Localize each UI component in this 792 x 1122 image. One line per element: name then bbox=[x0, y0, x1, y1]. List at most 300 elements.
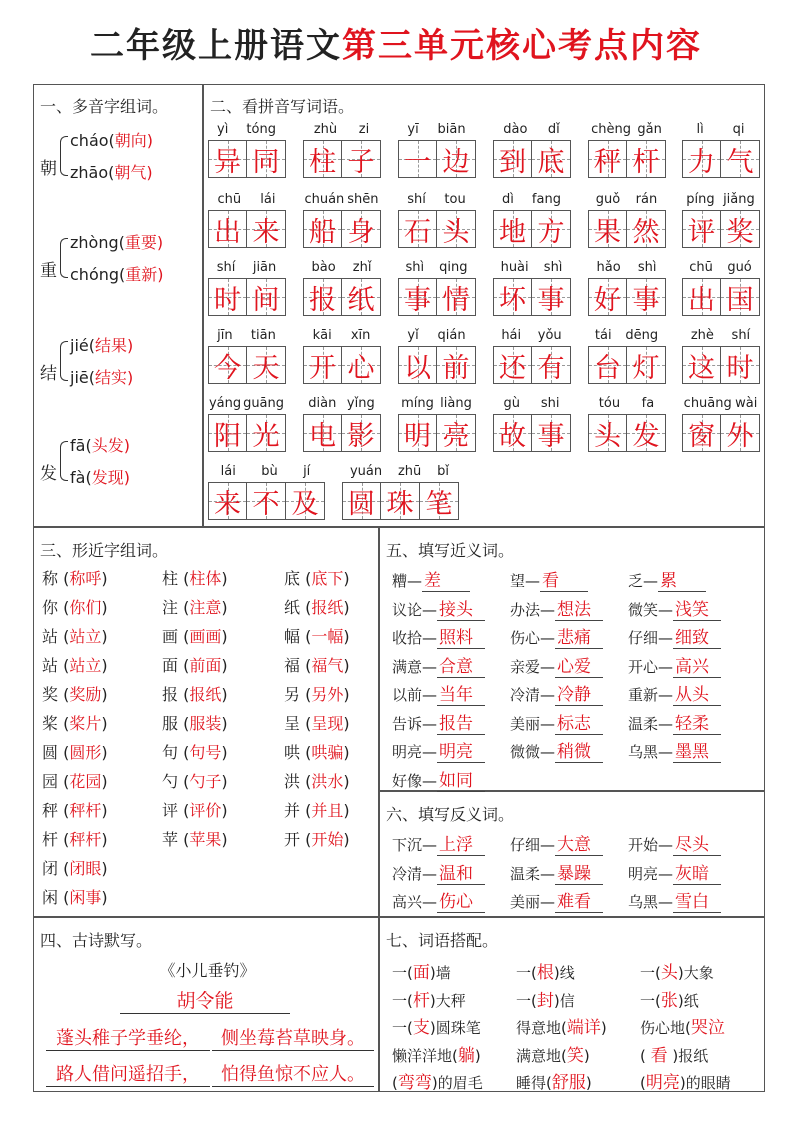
word-pair bbox=[392, 766, 485, 792]
char-cell bbox=[247, 482, 286, 520]
answer-char: 光 bbox=[252, 420, 280, 452]
section5-heading: 五、填写近义词。 bbox=[386, 541, 515, 560]
answer-char: 开 bbox=[309, 352, 336, 384]
char-cell bbox=[721, 346, 760, 384]
word-pair bbox=[510, 887, 603, 913]
suffix: )大象 bbox=[677, 964, 714, 982]
answer-word: 画画 bbox=[189, 627, 222, 646]
prompt-word: 美丽— bbox=[510, 714, 556, 733]
word-pair bbox=[628, 859, 721, 885]
pinyin-syllable: míng bbox=[401, 396, 434, 411]
pinyin-row bbox=[588, 328, 665, 343]
prompt-word: 仔细— bbox=[510, 836, 556, 854]
answer-char: 出 bbox=[688, 284, 715, 316]
answer-word: 悲痛 bbox=[555, 623, 603, 649]
pinyin-syllable: huài bbox=[500, 260, 529, 275]
pinyin-syllable: guó bbox=[727, 260, 752, 275]
pinyin-word bbox=[682, 328, 759, 386]
char-cell bbox=[682, 210, 721, 248]
answer-char: 力 bbox=[688, 146, 715, 178]
answer-word: 如同 bbox=[437, 766, 485, 792]
paren: ) bbox=[221, 743, 228, 762]
paren: ) bbox=[123, 468, 130, 487]
pinyin-syllable: chuán bbox=[304, 192, 345, 207]
phrase-match-item bbox=[640, 986, 699, 1011]
word-pair bbox=[392, 709, 485, 735]
char-cell bbox=[588, 210, 627, 248]
phrase-match-item bbox=[516, 1013, 607, 1038]
answer-word: 洪水 bbox=[311, 772, 344, 791]
pinyin-row bbox=[682, 396, 759, 411]
pinyin-row bbox=[588, 260, 665, 275]
answer-word: 圆形 bbox=[69, 743, 102, 762]
pinyin: chóng( bbox=[70, 265, 126, 284]
answer-word: 当年 bbox=[437, 680, 485, 706]
pinyin-row bbox=[682, 260, 759, 275]
similar-char-item bbox=[42, 682, 108, 705]
answer-word: 大意 bbox=[555, 830, 603, 856]
answer-char: 台 bbox=[594, 352, 621, 384]
prompt-word: 重新— bbox=[628, 686, 674, 704]
suffix: ) bbox=[583, 1046, 590, 1065]
answer-char: 异 bbox=[214, 146, 241, 178]
suffix: )墙 bbox=[429, 964, 451, 982]
prompt-word: 办法— bbox=[510, 600, 556, 619]
pinyin-row bbox=[493, 192, 570, 207]
char-boxes bbox=[208, 414, 286, 452]
char-boxes bbox=[398, 140, 476, 178]
pinyin-syllable: yǒu bbox=[537, 328, 562, 343]
char-cell bbox=[532, 414, 571, 452]
pinyin-row bbox=[398, 396, 475, 411]
similar-char-item bbox=[162, 769, 228, 792]
pinyin-word bbox=[493, 122, 570, 180]
prompt-word: 乌黑— bbox=[628, 893, 674, 911]
pinyin-syllable: xīn bbox=[350, 328, 371, 343]
word-pair bbox=[510, 652, 603, 678]
prompt-word: 望— bbox=[510, 572, 541, 590]
answer-word: 弯弯 bbox=[397, 1073, 432, 1093]
answer-char: 情 bbox=[442, 284, 470, 316]
similar-char-item bbox=[162, 595, 228, 618]
char-cell bbox=[342, 278, 381, 316]
char-cell bbox=[398, 210, 437, 248]
answer-word: 朝向 bbox=[114, 131, 147, 150]
prompt-word: 冷清— bbox=[392, 864, 438, 883]
answer-word: 难看 bbox=[555, 887, 603, 913]
polyphonic-char: 朝 bbox=[40, 159, 57, 179]
base-char: 底 ( bbox=[284, 569, 312, 588]
base-char: 纸 ( bbox=[284, 598, 312, 617]
char-cell bbox=[398, 140, 437, 178]
prompt-word: 乏— bbox=[628, 572, 659, 590]
char-cell bbox=[588, 278, 627, 316]
pinyin-syllable: rán bbox=[635, 192, 658, 207]
word-pair bbox=[392, 887, 485, 913]
reading-line bbox=[70, 465, 130, 488]
suffix: )的眼睛 bbox=[679, 1074, 731, 1092]
answer-char: 事 bbox=[404, 284, 431, 316]
phrase-match-item bbox=[392, 1041, 481, 1066]
paren: ) bbox=[101, 772, 108, 791]
paren: ) bbox=[101, 830, 108, 849]
word-pair bbox=[392, 680, 485, 706]
base-char: 句 ( bbox=[162, 743, 190, 762]
polyphonic-item bbox=[40, 333, 200, 393]
paren: ) bbox=[343, 598, 350, 617]
answer-char: 有 bbox=[537, 352, 565, 384]
answer-word: 温和 bbox=[437, 859, 485, 885]
answer-word: 浅笑 bbox=[673, 595, 721, 621]
reading-line bbox=[70, 160, 153, 183]
pinyin-syllable: yáng bbox=[208, 396, 242, 411]
answer-char: 时 bbox=[726, 352, 754, 384]
answer-word: 奖励 bbox=[69, 685, 102, 704]
similar-char-item bbox=[42, 653, 108, 676]
similar-char-item bbox=[284, 566, 350, 589]
phrase-match-item bbox=[640, 1068, 731, 1093]
pinyin-syllable: qián bbox=[437, 328, 466, 343]
phrase-match-item bbox=[392, 1068, 483, 1093]
paren: ) bbox=[146, 131, 154, 150]
similar-char-item bbox=[162, 740, 228, 763]
prefix: 一( bbox=[392, 991, 413, 1010]
pinyin-row bbox=[303, 122, 380, 137]
suffix: )信 bbox=[553, 991, 575, 1010]
pinyin-syllable: zhù bbox=[313, 122, 338, 137]
pinyin-row bbox=[208, 192, 285, 207]
answer-word: 明亮 bbox=[437, 737, 485, 763]
char-cell bbox=[381, 482, 420, 520]
char-boxes bbox=[303, 278, 381, 316]
paren: ) bbox=[343, 801, 350, 820]
answer-word: 标志 bbox=[555, 709, 603, 735]
pinyin-word bbox=[493, 396, 570, 454]
pinyin-syllable: tóu bbox=[598, 396, 621, 411]
prefix: 一( bbox=[516, 964, 537, 982]
answer-word: 一幅 bbox=[311, 627, 344, 646]
char-cell bbox=[627, 346, 666, 384]
pinyin-syllable: lái bbox=[220, 464, 236, 479]
char-cell bbox=[627, 210, 666, 248]
paren: ) bbox=[101, 656, 108, 675]
similar-char-item bbox=[284, 769, 350, 792]
answer-word: 底下 bbox=[311, 569, 344, 588]
char-boxes bbox=[208, 210, 286, 248]
pinyin-row bbox=[398, 328, 475, 343]
answer-char: 气 bbox=[726, 146, 754, 178]
pinyin-word bbox=[588, 328, 665, 386]
char-boxes bbox=[682, 210, 760, 248]
brace-icon bbox=[60, 238, 68, 278]
char-cell bbox=[721, 140, 760, 178]
pinyin-syllable: hái bbox=[501, 328, 522, 343]
word-pair bbox=[628, 595, 721, 621]
pinyin-syllable: shì bbox=[637, 260, 657, 275]
pinyin-row bbox=[303, 396, 380, 411]
answer-char: 奖 bbox=[726, 216, 754, 248]
pinyin-row bbox=[208, 260, 285, 275]
pinyin-word bbox=[303, 396, 380, 454]
base-char: 闭 ( bbox=[42, 859, 70, 878]
phrase-match-item bbox=[516, 986, 575, 1011]
char-cell bbox=[247, 140, 286, 178]
pinyin-syllable: chū bbox=[217, 192, 242, 207]
char-cell bbox=[208, 278, 247, 316]
answer-char: 心 bbox=[347, 352, 375, 384]
pinyin-syllable: bào bbox=[311, 260, 336, 275]
poem-author: 胡令能 bbox=[120, 986, 290, 1014]
char-boxes bbox=[208, 482, 325, 520]
pinyin: fà( bbox=[70, 468, 92, 487]
char-boxes bbox=[493, 278, 571, 316]
char-boxes bbox=[208, 346, 286, 384]
answer-word: 根 bbox=[536, 963, 554, 983]
answer-word: 差 bbox=[422, 566, 470, 592]
phrase-match-item bbox=[392, 958, 451, 983]
answer-word: 明亮 bbox=[645, 1073, 680, 1093]
word-pair bbox=[392, 737, 485, 763]
char-cell bbox=[303, 346, 342, 384]
answer-word: 舒服 bbox=[551, 1073, 586, 1093]
answer-char: 今 bbox=[214, 352, 241, 384]
word-pair bbox=[392, 623, 485, 649]
pinyin-word bbox=[493, 260, 570, 318]
char-cell bbox=[247, 210, 286, 248]
char-boxes bbox=[588, 278, 666, 316]
answer-word: 封 bbox=[536, 990, 554, 1011]
char-cell bbox=[398, 346, 437, 384]
suffix: )圆珠笔 bbox=[429, 1019, 481, 1037]
char-cell bbox=[247, 346, 286, 384]
prompt-word: 开心— bbox=[628, 657, 674, 676]
pinyin-row bbox=[493, 260, 570, 275]
suffix: )大秤 bbox=[429, 991, 466, 1010]
title-part1: 二年级上册语文 bbox=[90, 25, 342, 66]
pinyin-row bbox=[303, 328, 380, 343]
prompt-word: 下沉— bbox=[392, 836, 438, 854]
pinyin-syllable: gǎn bbox=[637, 122, 662, 137]
prompt-word: 仔细— bbox=[628, 629, 674, 647]
char-cell bbox=[303, 140, 342, 178]
similar-char-item bbox=[42, 624, 108, 647]
page-title bbox=[40, 14, 752, 70]
pinyin-syllable: liàng bbox=[440, 396, 472, 411]
paren: ) bbox=[146, 163, 153, 182]
word-pair bbox=[510, 830, 603, 856]
answer-word: 开始 bbox=[311, 830, 344, 849]
char-cell bbox=[437, 414, 476, 452]
pinyin-word bbox=[493, 328, 570, 386]
prompt-word: 明亮— bbox=[628, 864, 674, 883]
brace-icon bbox=[60, 341, 68, 381]
answer-word: 站立 bbox=[69, 627, 102, 646]
pinyin-syllable: jiān bbox=[252, 260, 277, 275]
answer-word: 服装 bbox=[189, 714, 222, 733]
pinyin-syllable: tiān bbox=[250, 328, 276, 343]
section7-heading: 七、词语搭配。 bbox=[386, 931, 499, 950]
suffix: ) bbox=[585, 1074, 592, 1092]
answer-char: 国 bbox=[726, 284, 754, 316]
char-cell bbox=[342, 210, 381, 248]
answer-char: 地 bbox=[499, 216, 526, 248]
char-cell bbox=[493, 140, 532, 178]
answer-word: 照料 bbox=[437, 623, 485, 649]
paren: ) bbox=[157, 265, 164, 284]
pinyin-syllable: yǐng bbox=[346, 396, 375, 411]
answer-char: 这 bbox=[688, 352, 715, 384]
base-char: 画 ( bbox=[162, 627, 190, 646]
pinyin-syllable: fang bbox=[531, 192, 561, 207]
answer-word: 报纸 bbox=[189, 685, 222, 704]
word-pair bbox=[392, 830, 485, 856]
answer-word: 句号 bbox=[189, 743, 222, 762]
answer-word: 称呼 bbox=[69, 569, 102, 588]
paren: ) bbox=[221, 685, 228, 704]
answer-word: 秤杆 bbox=[69, 830, 102, 849]
answer-word: 闭眼 bbox=[69, 859, 102, 878]
pinyin-word bbox=[588, 122, 665, 180]
char-cell bbox=[493, 346, 532, 384]
char-boxes bbox=[682, 346, 760, 384]
word-pair bbox=[628, 830, 721, 856]
paren: ) bbox=[343, 743, 350, 762]
word-pair bbox=[510, 709, 603, 735]
answer-char: 石 bbox=[404, 216, 431, 248]
base-char: 并 ( bbox=[284, 801, 312, 820]
answer-char: 事 bbox=[537, 284, 565, 316]
poem-line: 蓬头稚子学垂纶， bbox=[46, 1024, 210, 1051]
prompt-word: 明亮— bbox=[392, 743, 438, 761]
paren: ) bbox=[101, 685, 108, 704]
answer-char: 果 bbox=[594, 216, 621, 248]
answer-char: 报 bbox=[309, 284, 336, 316]
pinyin-syllable: shēn bbox=[347, 192, 379, 207]
answer-word: 灰暗 bbox=[673, 859, 721, 885]
pinyin-row bbox=[588, 122, 665, 137]
paren: ) bbox=[101, 598, 108, 617]
pinyin-syllable: dēng bbox=[625, 328, 659, 343]
prefix: ( bbox=[640, 1046, 651, 1065]
similar-char-item bbox=[42, 885, 108, 908]
char-cell bbox=[682, 140, 721, 178]
char-boxes bbox=[493, 346, 571, 384]
pinyin-word bbox=[342, 464, 457, 522]
answer-char: 明 bbox=[404, 420, 431, 452]
answer-char: 阳 bbox=[214, 420, 241, 452]
polyphonic-char: 结 bbox=[40, 364, 57, 384]
section2-heading: 二、看拼音写词语。 bbox=[210, 97, 355, 116]
poem-line: 路人借问遥招手， bbox=[46, 1060, 210, 1087]
answer-word: 想法 bbox=[555, 595, 603, 621]
similar-char-item bbox=[284, 827, 350, 850]
pinyin-syllable: bǐ bbox=[437, 464, 450, 479]
pinyin-syllable: shí bbox=[407, 192, 426, 207]
answer-word: 杆 bbox=[412, 990, 430, 1011]
answer-word: 前面 bbox=[189, 656, 222, 675]
char-cell bbox=[682, 414, 721, 452]
word-pair bbox=[628, 887, 721, 913]
base-char: 幅 ( bbox=[284, 627, 312, 646]
base-char: 苹 ( bbox=[162, 830, 190, 849]
pinyin-word bbox=[208, 328, 285, 386]
prompt-word: 告诉— bbox=[392, 714, 438, 733]
pinyin-word bbox=[303, 328, 380, 386]
answer-char: 灯 bbox=[632, 352, 660, 384]
char-boxes bbox=[682, 140, 760, 178]
section6-heading: 六、填写反义词。 bbox=[386, 805, 515, 824]
pinyin-row bbox=[398, 260, 475, 275]
answer-char: 子 bbox=[347, 146, 375, 178]
prompt-word: 开始— bbox=[628, 836, 674, 854]
char-cell bbox=[208, 346, 247, 384]
pinyin-word bbox=[398, 328, 475, 386]
word-pair bbox=[510, 680, 603, 706]
pinyin-syllable: gù bbox=[503, 396, 520, 411]
similar-char-item bbox=[42, 740, 108, 763]
char-cell bbox=[303, 414, 342, 452]
char-cell bbox=[493, 414, 532, 452]
answer-word: 心爱 bbox=[555, 652, 603, 678]
prompt-word: 糟— bbox=[392, 572, 423, 590]
answer-word: 看 bbox=[650, 1045, 668, 1066]
prompt-word: 温柔— bbox=[510, 864, 556, 883]
prefix: ( bbox=[392, 1074, 398, 1092]
word-pair bbox=[628, 737, 721, 763]
paren: ) bbox=[221, 627, 228, 646]
prompt-word: 好像— bbox=[392, 771, 438, 790]
base-char: 杆 ( bbox=[42, 830, 70, 849]
phrase-match-item bbox=[516, 958, 575, 983]
answer-char: 天 bbox=[252, 352, 280, 384]
word-pair bbox=[392, 566, 470, 592]
polyphonic-char: 重 bbox=[40, 261, 57, 281]
paren: ) bbox=[123, 436, 130, 455]
char-cell bbox=[286, 482, 325, 520]
pinyin: zhòng( bbox=[70, 233, 125, 252]
base-char: 站 ( bbox=[42, 627, 70, 646]
similar-char-item bbox=[284, 682, 350, 705]
pinyin-syllable: biān bbox=[437, 122, 466, 137]
prompt-word: 微笑— bbox=[628, 600, 674, 619]
answer-word: 看 bbox=[540, 566, 588, 592]
pinyin-syllable: chū bbox=[689, 260, 713, 275]
prompt-word: 高兴— bbox=[392, 893, 438, 911]
section1-heading: 一、多音字组词。 bbox=[40, 97, 169, 116]
answer-char: 事 bbox=[537, 420, 565, 452]
pinyin-syllable: shì bbox=[543, 260, 563, 275]
suffix: )的眉毛 bbox=[431, 1074, 483, 1092]
char-cell bbox=[208, 414, 247, 452]
answer-word: 合意 bbox=[437, 652, 485, 678]
answer-char: 外 bbox=[726, 420, 754, 452]
pinyin-syllable: qi bbox=[732, 122, 745, 137]
pinyin-row bbox=[588, 192, 665, 207]
pinyin-syllable: lì bbox=[696, 122, 704, 137]
pinyin-word bbox=[398, 192, 475, 250]
answer-word: 苹果 bbox=[189, 830, 222, 849]
suffix: )报纸 bbox=[667, 1046, 709, 1065]
char-cell bbox=[721, 210, 760, 248]
reading-line bbox=[70, 262, 164, 285]
pinyin: jié( bbox=[70, 336, 95, 355]
char-boxes bbox=[493, 140, 571, 178]
char-cell bbox=[532, 140, 571, 178]
paren: ) bbox=[221, 598, 228, 617]
base-char: 服 ( bbox=[162, 714, 190, 733]
pinyin-word bbox=[208, 396, 285, 454]
char-cell bbox=[342, 346, 381, 384]
